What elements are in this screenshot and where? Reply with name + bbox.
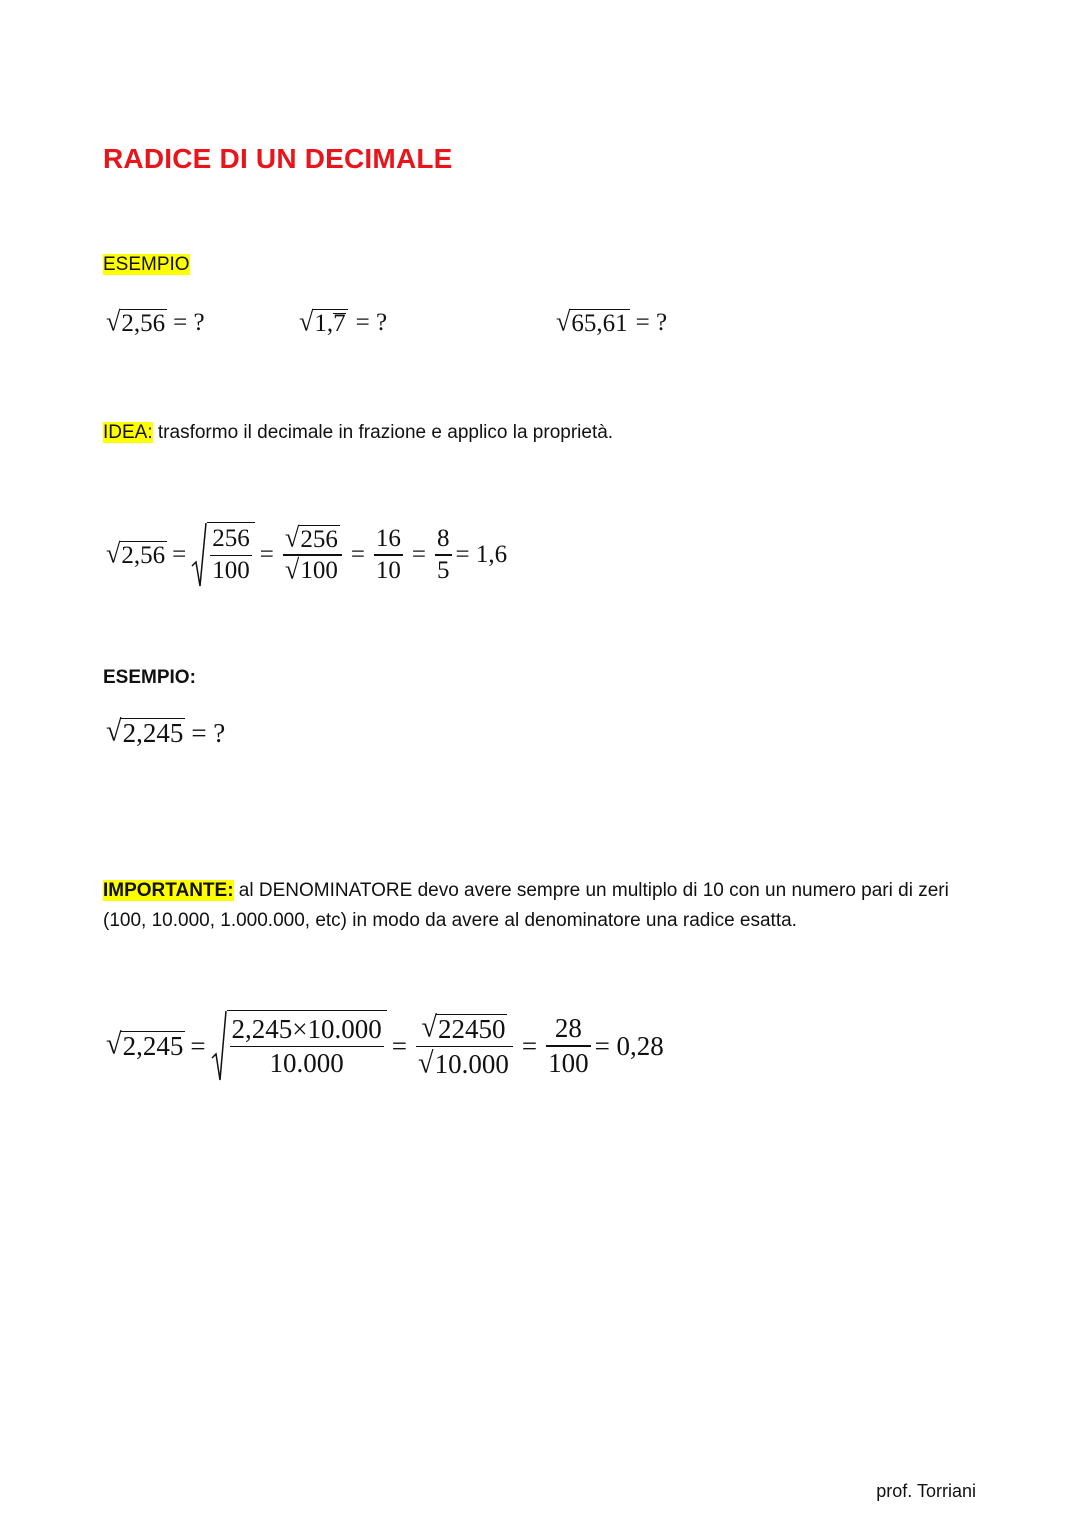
sqrt-symbol: √ 2,56 — [106, 306, 166, 337]
expr-sqrt-1-7-periodic: √ 1, 7 = ? — [299, 306, 388, 337]
sqrt-symbol: √ 2,245 — [106, 1027, 184, 1061]
big-sqrt-symbol: $\frac{256}{100}$ — [191, 522, 255, 588]
fraction-sqrt: √ 256 √ 100 — [283, 525, 342, 586]
example2-label: ESEMPIO: — [103, 667, 196, 688]
sqrt-symbol: √ 1, 7 — [299, 306, 346, 337]
result-value: = 0,28 — [594, 1030, 664, 1061]
example-label-text: ESEMPIO — [103, 254, 190, 275]
result-value: = 1,6 — [455, 541, 508, 568]
fraction-sqrt: √ 22450 √ 10.000 — [416, 1012, 513, 1080]
sqrt-symbol: √ 2,56 — [106, 537, 166, 569]
derivation-2-245: √ 2,245 = $\frac{2,245\times 10.000}{10.000}$ = √ 22450 √ 10.000 = $\frac{28}{100}$ = 0,28 — [106, 1010, 664, 1082]
expr-sqrt-2-245: √ 2,245 = ? — [106, 715, 226, 749]
idea-label: IDEA: — [103, 422, 153, 443]
fraction-8-5: $\frac{8}{5}$ — [437, 524, 450, 584]
expr-sqrt-2-56: √ 2,56 = ? — [106, 306, 205, 337]
author-footer: prof. Torriani — [876, 1481, 976, 1501]
idea-text: trasformo il decimale in frazione e applico la proprietà. — [152, 422, 614, 443]
sqrt-symbol: √ 2,245 — [106, 715, 184, 749]
important-note: IMPORTANTE: al DENOMINATORE devo avere sempre un multiplo di 10 con un numero pari di zeri (100, 10.000, 1.000.000, etc) in modo da avere al denominatore una radice esatta. — [103, 880, 949, 931]
page-title: RADICE DI UN DECIMALE — [103, 143, 453, 174]
sqrt-symbol: √ 65,61 — [556, 306, 628, 337]
periodic-digit: 7 — [333, 310, 346, 337]
expr-sqrt-65-61: √ 65,61 = ? — [556, 306, 668, 337]
big-sqrt-symbol: $\frac{2,245\times 10.000}{10.000}$ — [211, 1010, 387, 1082]
derivation-2-56: √ 2,56 = $\frac{256}{100}$ = √ 256 √ 100 = $\frac{16}{10}$ = $\frac{8}{5}$ = 1,6 — [106, 522, 507, 588]
example-label — [103, 254, 190, 276]
fraction-28-100: $\frac{28}{100}$ — [548, 1013, 589, 1078]
idea-line — [103, 418, 613, 448]
important-label: IMPORTANTE: — [103, 880, 234, 901]
fraction-16-10: $\frac{16}{10}$ — [375, 524, 401, 584]
